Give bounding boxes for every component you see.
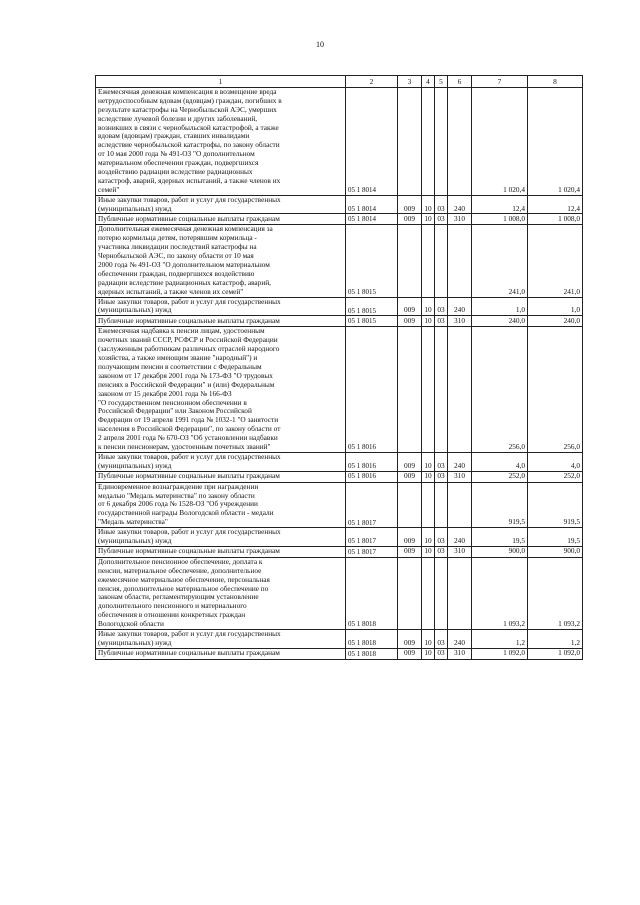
expense-row-public-payments [96,316,583,327]
expense-code: 05 1 8018 [346,629,398,648]
header-col-5: 5 [435,76,448,88]
expense-code: 05 1 8015 [346,316,398,327]
amount-col7: 1,2 [472,629,528,648]
empty-cell [448,482,472,527]
amount-col8: 12,4 [528,195,583,214]
empty-cell [422,557,435,629]
subsection-code: 03 [435,214,448,225]
empty-cell [435,482,448,527]
dept-code: 009 [398,648,422,659]
amount-col8: 240,0 [528,316,583,327]
program-row [96,482,583,527]
amount-col7: 1 008,0 [472,214,528,225]
empty-cell [398,482,422,527]
empty-cell [422,225,435,297]
dept-code: 009 [398,452,422,471]
header-col-6: 6 [448,76,472,88]
program-description [96,327,346,452]
expense-type-code: 310 [448,316,472,327]
amount-col7: 19,5 [472,528,528,547]
expense-name: Иные закупки товаров, работ и услуг для государственных (муниципальных) нужд [96,452,346,471]
program-amount-col8: 919,5 [528,482,583,527]
expense-name: Публичные нормативные социальные выплаты гражданам [96,316,346,327]
empty-cell [398,225,422,297]
header-col-8: 8 [528,76,583,88]
empty-cell [448,557,472,629]
expense-type-code: 240 [448,297,472,316]
expense-code: 05 1 8016 [346,452,398,471]
empty-cell [398,327,422,452]
program-description-end: ядерных испытаний, а также членов их семей" [98,286,244,296]
program-amount-col7: 1 020,4 [472,88,528,196]
program-description-end: к пенсии пенсионерам, удостоенным почетных званий" [98,441,271,451]
subsection-code: 03 [435,297,448,316]
program-row [96,225,583,297]
program-amount-col8: 1 020,4 [528,88,583,196]
program-code: 05 1 8014 [346,88,398,196]
expense-name: Публичные нормативные социальные выплаты гражданам [96,648,346,659]
program-description-text: Единовременное вознаграждение при награждении медалью "Медаль материнства" по закону области от 6 декабря 2006 года № 1528-ОЗ "Об учреждении государственной награды Вологодской области - медали [98,482,274,518]
empty-cell [422,482,435,527]
header-col-2: 2 [346,76,398,88]
header-col-7: 7 [472,76,528,88]
expense-row-procurement [96,528,583,547]
program-description-text: Ежемесячная денежная компенсация в возмещение вреда нетрудоспособным вдовам (вдовцам) граждан, погибших в результате катастрофы на Чернобыльской АЭС, умерших вследствие лучевой болезни и других заболеваний, возникших в связи с чернобыльской катастрофой, а также вдовам (вдовцам) граждан, ставших инвалидами вследствие чернобыльской катастрофы, по закону области от 10 мая 2000 года № 491-ОЗ "О дополнительном материальном обеспечении граждан, подвергшихся воздействию радиации вследствие радиационных катастроф, аварий, ядерных испытаний, а также членов их [98,87,282,185]
amount-col8: 1 008,0 [528,214,583,225]
expense-code: 05 1 8017 [346,546,398,557]
header-row [96,76,583,88]
expense-name: Иные закупки товаров, работ и услуг для государственных (муниципальных) нужд [96,297,346,316]
dept-code: 009 [398,471,422,482]
program-description-end: Вологодской области [98,619,164,629]
program-amount-col7: 919,5 [472,482,528,527]
program-amount-col7: 256,0 [472,327,528,452]
amount-col7: 252,0 [472,471,528,482]
empty-cell [398,557,422,629]
header-col-3: 3 [398,76,422,88]
amount-col8: 900,0 [528,546,583,557]
program-amount-col8: 1 093,2 [528,557,583,629]
amount-col8: 19,5 [528,528,583,547]
expense-name: Иные закупки товаров, работ и услуг для государственных (муниципальных) нужд [96,528,346,547]
expense-code: 05 1 8018 [346,648,398,659]
expense-type-code: 240 [448,452,472,471]
amount-col8: 4,0 [528,452,583,471]
expense-row-procurement [96,629,583,648]
amount-col7: 1 092,0 [472,648,528,659]
program-description [96,482,346,527]
amount-col7: 4,0 [472,452,528,471]
program-description [96,225,346,297]
program-description-end: "Медаль материнства" [98,517,168,527]
section-code: 10 [422,316,435,327]
subsection-code: 03 [435,528,448,547]
expense-type-code: 240 [448,195,472,214]
header-col-1: 1 [96,76,346,88]
section-code: 10 [422,195,435,214]
empty-cell [422,88,435,196]
dept-code: 009 [398,629,422,648]
expense-name: Публичные нормативные социальные выплаты гражданам [96,214,346,225]
empty-cell [435,88,448,196]
amount-col8: 1,2 [528,629,583,648]
dept-code: 009 [398,297,422,316]
expense-row-procurement [96,452,583,471]
expense-type-code: 310 [448,648,472,659]
section-code: 10 [422,471,435,482]
program-description [96,88,346,196]
subsection-code: 03 [435,546,448,557]
program-amount-col7: 1 093,2 [472,557,528,629]
empty-cell [448,88,472,196]
expense-row-public-payments [96,546,583,557]
section-code: 10 [422,648,435,659]
subsection-code: 03 [435,648,448,659]
section-code: 10 [422,214,435,225]
expense-row-public-payments [96,214,583,225]
subsection-code: 03 [435,195,448,214]
expense-code: 05 1 8014 [346,195,398,214]
amount-col8: 1 092,0 [528,648,583,659]
section-code: 10 [422,528,435,547]
expense-type-code: 240 [448,528,472,547]
dept-code: 009 [398,528,422,547]
program-code: 05 1 8017 [346,482,398,527]
empty-cell [422,327,435,452]
expense-name: Публичные нормативные социальные выплаты гражданам [96,546,346,557]
expense-type-code: 310 [448,546,472,557]
program-amount-col8: 241,0 [528,225,583,297]
amount-col7: 240,0 [472,316,528,327]
header-col-4: 4 [422,76,435,88]
empty-cell [435,225,448,297]
program-amount-col8: 256,0 [528,327,583,452]
dept-code: 009 [398,195,422,214]
amount-col8: 252,0 [528,471,583,482]
program-description-end: семей" [98,184,120,194]
program-code: 05 1 8016 [346,327,398,452]
expense-name: Публичные нормативные социальные выплаты гражданам [96,471,346,482]
empty-cell [435,557,448,629]
program-description-text: Дополнительное пенсионное обеспечение, доплата к пенсии, материальное обеспечение, дополнительное ежемесячное материальное обеспечение, персональная пенсия, дополнительное материальное обеспечение по законам области, регламентирующим установление дополнительного пенсионного и материального обеспечения в отношении конкретных граждан [98,557,270,620]
program-description [96,557,346,629]
amount-col7: 12,4 [472,195,528,214]
dept-code: 009 [398,316,422,327]
expense-type-code: 240 [448,629,472,648]
program-row [96,557,583,629]
expense-code: 05 1 8016 [346,471,398,482]
program-row [96,88,583,196]
expense-row-procurement [96,195,583,214]
expense-type-code: 310 [448,471,472,482]
subsection-code: 03 [435,452,448,471]
program-code: 05 1 8018 [346,557,398,629]
amount-col7: 1,0 [472,297,528,316]
section-code: 10 [422,297,435,316]
dept-code: 009 [398,214,422,225]
amount-col8: 1,0 [528,297,583,316]
expense-name: Иные закупки товаров, работ и услуг для государственных (муниципальных) нужд [96,195,346,214]
expense-row-procurement [96,297,583,316]
empty-cell [398,88,422,196]
budget-table [95,75,583,660]
program-amount-col7: 241,0 [472,225,528,297]
expense-row-public-payments [96,648,583,659]
subsection-code: 03 [435,316,448,327]
empty-cell [448,327,472,452]
section-code: 10 [422,629,435,648]
subsection-code: 03 [435,629,448,648]
dept-code: 009 [398,546,422,557]
expense-code: 05 1 8017 [346,528,398,547]
empty-cell [435,327,448,452]
amount-col7: 900,0 [472,546,528,557]
page-number: 10 [316,40,324,49]
program-code: 05 1 8015 [346,225,398,297]
program-row [96,327,583,452]
section-code: 10 [422,546,435,557]
section-code: 10 [422,452,435,471]
program-description-text: Дополнительная ежемесячная денежная компенсация за потерю кормильца детям, потерявшим кормильца - участника ликвидации последствий катастрофы на Чернобыльской АЭС, по закону области от 10 мая 2000 года № 491-ОЗ "О дополнительном материальном обеспечении граждан, подвергшихся воздействию радиации вследствие радиационных катастроф, аварий, [98,224,273,287]
subsection-code: 03 [435,471,448,482]
expense-code: 05 1 8015 [346,297,398,316]
program-description-text: Ежемесячная надбавка к пенсии лицам, удостоенным почетных званий СССР, РСФСР и Российской Федерации (заслуженным работникам различных отраслей народного хозяйства, а также имеющим звание "народный") и получающим пенсии в соответствии с Федеральным законом от 17 декабря 2001 года № 173-ФЗ "О трудовых пенсиях в Российской Федерации" и (или) Федеральным законом от 15 декабря 2001 года № 166-ФЗ "О государственном пенсионном обеспечении в Российской Федерации" или Законом Российской Федерации от 19 апреля 1991 года № 1032-1 "О занятости населения в Российской Федерации", по закону области от 2 апреля 2001 года № 670-ОЗ "Об установлении надбавки [98,326,281,443]
expense-code: 05 1 8014 [346,214,398,225]
expense-row-public-payments [96,471,583,482]
expense-name: Иные закупки товаров, работ и услуг для государственных (муниципальных) нужд [96,629,346,648]
expense-type-code: 310 [448,214,472,225]
empty-cell [448,225,472,297]
